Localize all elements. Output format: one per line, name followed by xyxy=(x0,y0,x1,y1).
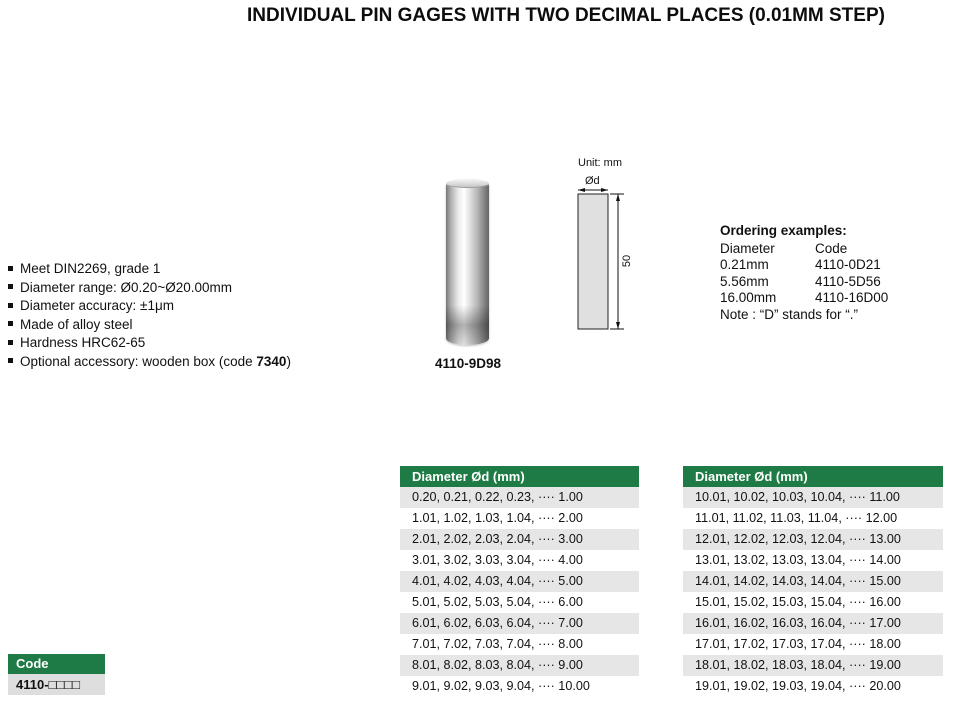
ordering-code: 4110-5D56 xyxy=(815,273,881,289)
feature-list xyxy=(8,260,291,371)
table-row: 16.01, 16.02, 16.03, 16.04, ···· 17.00 xyxy=(683,613,943,634)
feature-text: Hardness HRC62-65 xyxy=(20,335,146,350)
table-row: 13.01, 13.02, 13.03, 13.04, ···· 14.00 xyxy=(683,550,943,571)
feature-item xyxy=(8,353,291,372)
bullet-icon xyxy=(8,303,13,308)
ordering-examples xyxy=(720,223,940,323)
code-block xyxy=(8,654,105,695)
feature-item xyxy=(8,260,291,279)
arrow-right-icon xyxy=(601,188,608,192)
table-row: 9.01, 9.02, 9.03, 9.04, ···· 10.00 xyxy=(400,676,639,697)
feature-item xyxy=(8,297,291,316)
feature-item xyxy=(8,316,291,335)
feature-text: Optional accessory: wooden box (code xyxy=(20,353,257,369)
arrow-down-icon xyxy=(616,322,620,329)
feature-item xyxy=(8,279,291,298)
accessory-code: 7340 xyxy=(256,353,287,369)
bullet-icon xyxy=(8,266,13,271)
ordering-col-diameter: Diameter xyxy=(720,240,775,256)
ordering-col-code: Code xyxy=(815,240,848,256)
feature-text: ) xyxy=(286,353,291,369)
table-row: 0.20, 0.21, 0.22, 0.23, ···· 1.00 xyxy=(400,487,639,508)
bullet-icon xyxy=(8,340,13,345)
ordering-diameter: 0.21mm xyxy=(720,257,769,272)
table-row: 12.01, 12.02, 12.03, 12.04, ···· 13.00 xyxy=(683,529,943,550)
table-row: 5.01, 5.02, 5.03, 5.04, ···· 6.00 xyxy=(400,592,639,613)
feature-text: Made of alloy steel xyxy=(20,316,133,332)
table-row: 19.01, 19.02, 19.03, 19.04, ···· 20.00 xyxy=(683,676,943,697)
ordering-diameter: 16.00mm xyxy=(720,290,777,305)
table-row: 3.01, 3.02, 3.03, 3.04, ···· 4.00 xyxy=(400,550,639,571)
arrow-up-icon xyxy=(616,194,620,201)
pin-outline-rect xyxy=(578,194,608,329)
table-header: Diameter Ød (mm) xyxy=(683,466,943,487)
diameter-table-1 xyxy=(400,466,639,697)
table-row: 10.01, 10.02, 10.03, 10.04, ···· 11.00 xyxy=(683,487,943,508)
bullet-icon xyxy=(8,321,13,326)
table-row: 18.01, 18.02, 18.03, 18.04, ···· 19.00 xyxy=(683,655,943,676)
bullet-icon xyxy=(8,358,13,363)
table-row: 2.01, 2.02, 2.03, 2.04, ···· 3.00 xyxy=(400,529,639,550)
product-code-label: 4110-9D98 xyxy=(434,356,502,371)
length-dim-label: 50 xyxy=(621,254,633,268)
ordering-title: Ordering examples: xyxy=(720,223,847,238)
table-row: 1.01, 1.02, 1.03, 1.04, ···· 2.00 xyxy=(400,508,639,529)
arrow-left-icon xyxy=(578,188,585,192)
feature-item xyxy=(8,334,291,353)
ordering-diameter: 5.56mm xyxy=(720,273,769,289)
feature-text: Meet DIN2269, grade 1 xyxy=(20,261,161,276)
table-row: 6.01, 6.02, 6.03, 6.04, ···· 7.00 xyxy=(400,613,639,634)
unit-label: Unit: mm xyxy=(578,157,622,169)
pin-gage-photo xyxy=(446,179,489,345)
table-header: Diameter Ød (mm) xyxy=(400,466,639,487)
feature-text: Diameter range: Ø0.20~Ø20.00mm xyxy=(20,279,232,295)
bullet-icon xyxy=(8,284,13,289)
page-title: INDIVIDUAL PIN GAGES WITH TWO DECIMAL PLACES (0.01MM STEP) xyxy=(247,5,885,26)
ordering-code: 4110-16D00 xyxy=(815,290,889,305)
dimension-drawing xyxy=(560,153,670,345)
table-row: 4.01, 4.02, 4.03, 4.04, ···· 5.00 xyxy=(400,571,639,592)
table-row: 14.01, 14.02, 14.03, 14.04, ···· 15.00 xyxy=(683,571,943,592)
ordering-note: Note : “D” stands for “.” xyxy=(720,306,859,322)
table-row: 17.01, 17.02, 17.03, 17.04, ···· 18.00 xyxy=(683,634,943,655)
table-row: 7.01, 7.02, 7.03, 7.04, ···· 8.00 xyxy=(400,634,639,655)
diameter-table-2 xyxy=(683,466,943,697)
diameter-dim-label: Ød xyxy=(585,175,600,187)
code-block-header: Code xyxy=(8,654,105,674)
pin-top-cap xyxy=(446,179,489,188)
code-block-value: 4110-□□□□ xyxy=(8,674,105,695)
ordering-table xyxy=(720,241,940,307)
ordering-code: 4110-0D21 xyxy=(815,257,881,272)
table-row: 15.01, 15.02, 15.03, 15.04, ···· 16.00 xyxy=(683,592,943,613)
table-row: 8.01, 8.02, 8.03, 8.04, ···· 9.00 xyxy=(400,655,639,676)
feature-text: Diameter accuracy: ±1μm xyxy=(20,298,174,313)
table-row: 11.01, 11.02, 11.03, 11.04, ···· 12.00 xyxy=(683,508,943,529)
